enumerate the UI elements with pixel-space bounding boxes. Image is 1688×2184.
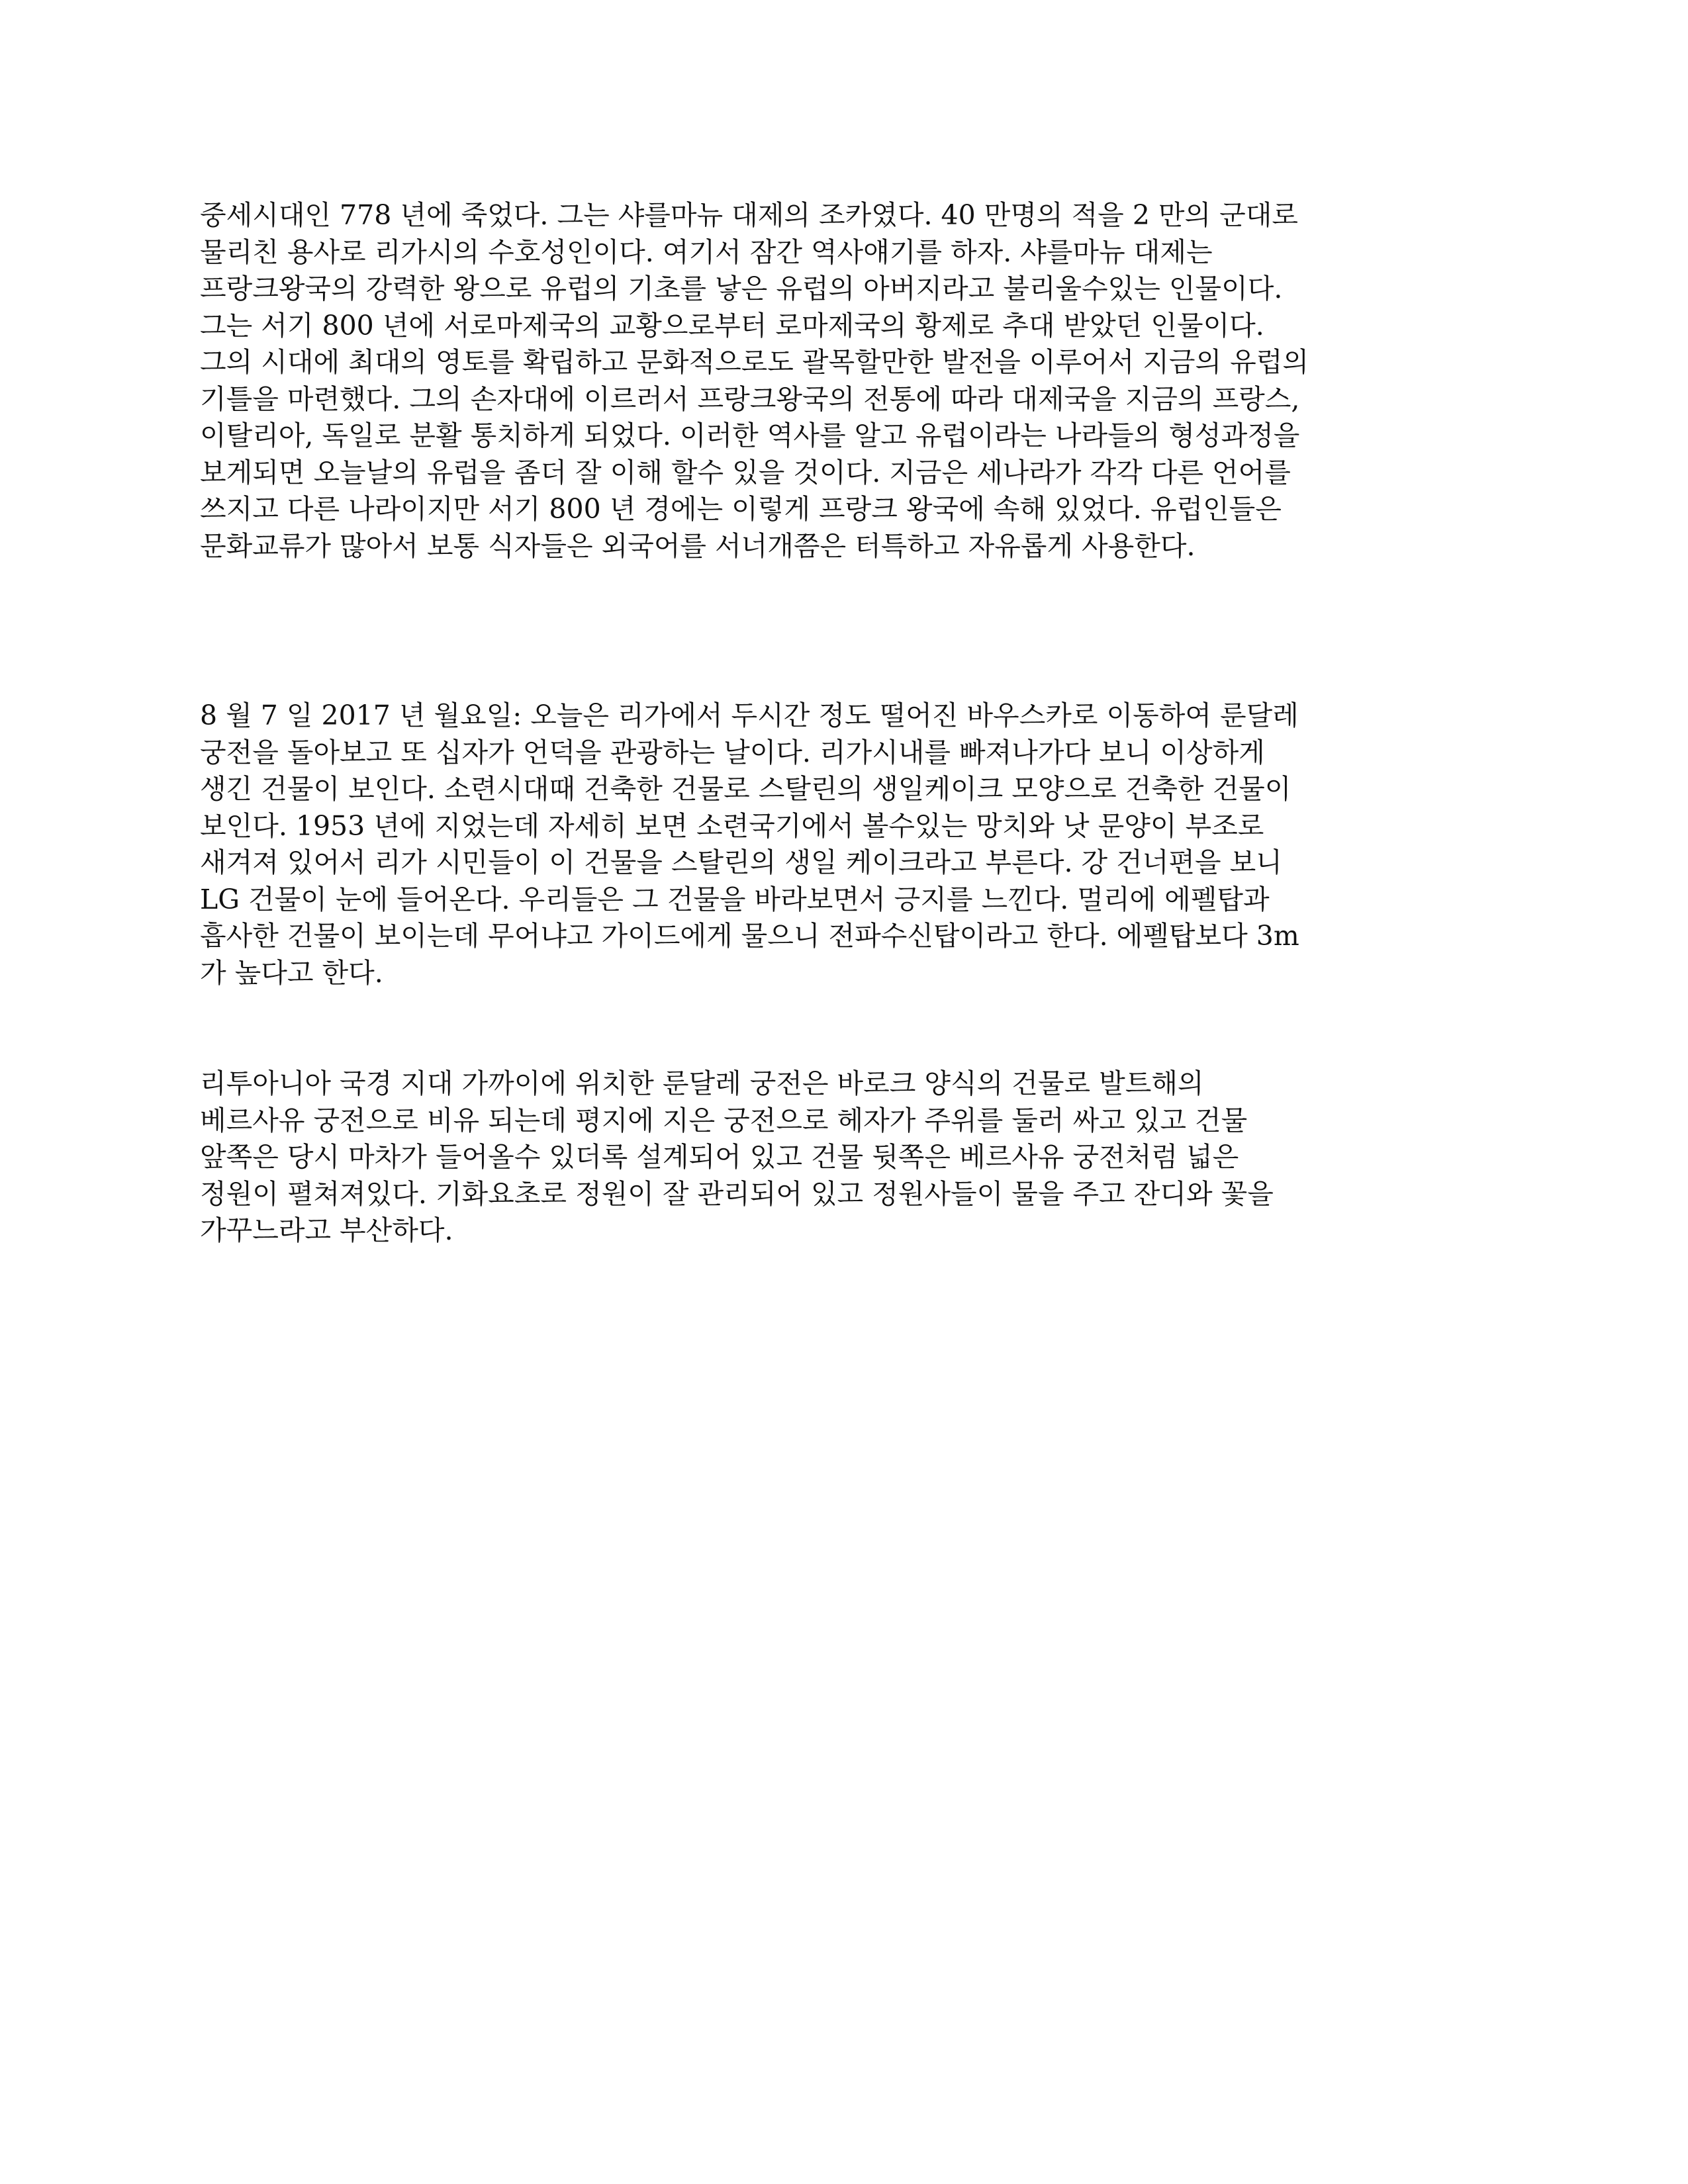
text-line: 정원이 펼쳐져있다. 기화요초로 정원이 잘 관리되어 있고 정원사들이 물을 주고 잔디와 꽃을 (200, 1177, 1274, 1210)
text-line: 8 월 7 일 2017 년 월요일: 오늘은 리가에서 두시간 정도 떨어진 바우스카로 이동하여 룬달레 (200, 700, 1299, 731)
text-line: 그의 시대에 최대의 영토를 확립하고 문화적으로도 괄목할만한 발전을 이루어서 지금의 유럽의 (200, 346, 1309, 378)
text-line: 생긴 건물이 보인다. 소련시대때 건축한 건물로 스탈린의 생일케이크 모양으로 건축한 건물이 (200, 773, 1291, 805)
text-line: 새겨져 있어서 리가 시민들이 이 건물을 스탈린의 생일 케이크라고 부른다. 강 건너편을 보니 (200, 846, 1282, 878)
text-line: 문화교류가 많아서 보통 식자들은 외국어를 서너개쯤은 터특하고 자유롭게 사용한다. (200, 529, 1196, 562)
text-line: LG 건물이 눈에 들어온다. 우리들은 그 건물을 바라보면서 긍지를 느낀다. 멀리에 에펠탑과 (200, 883, 1270, 915)
text-line: 궁전을 돌아보고 또 십자가 언덕을 관광하는 날이다. 리가시내를 빠져나가다 보니 이상하게 (200, 736, 1265, 768)
text-line: 이탈리아, 독일로 분활 통치하게 되었다. 이러한 역사를 알고 유럽이라는 나라들의 형성과정을 (200, 420, 1300, 451)
text-line: 가 높다고 한다. (200, 956, 383, 989)
text-line: 중세시대인 778 년에 죽었다. 그는 샤를마뉴 대제의 조카였다. 40 만명의 적을 2 만의 군대로 (200, 199, 1298, 231)
text-line: 그는 서기 800 년에 서로마제국의 교황으로부터 로마제국의 황제로 추대 받았던 인물이다. (200, 309, 1264, 341)
text-line: 리투아니아 국경 지대 가까이에 위치한 룬달레 궁전은 바로크 양식의 건물로 발트해의 (200, 1068, 1204, 1099)
text-line: 앞쪽은 당시 마차가 들어올수 있더록 설계되어 있고 건물 뒷쪽은 베르사유 궁전처럼 넓은 (200, 1141, 1239, 1173)
text-line: 물리친 용사로 리가시의 수호성인이다. 여기서 잠간 역사얘기를 하자. 샤를마뉴 대제는 (200, 236, 1213, 268)
paragraph-diary-entry (200, 698, 1497, 991)
paragraph-rundale-palace (200, 1066, 1497, 1250)
text-line: 보게되면 오늘날의 유럽을 좀더 잘 이해 할수 있을 것이다. 지금은 세나라가 각각 다른 언어를 (200, 456, 1291, 488)
text-line: 기틀을 마련했다. 그의 손자대에 이르러서 프랑크왕국의 전통에 따라 대제국을 지금의 프랑스, (200, 383, 1300, 415)
text-line: 쓰지고 다른 나라이지만 서기 800 년 경에는 이렇게 프랑크 왕국에 속해 있었다. 유럽인들은 (200, 493, 1282, 525)
text-line: 베르사유 궁전으로 비유 되는데 평지에 지은 궁전으로 헤자가 주위를 둘러 싸고 있고 건물 (200, 1104, 1248, 1136)
text-line: 보인다. 1953 년에 지었는데 자세히 보면 소련국기에서 볼수있는 망치와 낫 문양이 부조로 (200, 809, 1264, 842)
text-line: 흡사한 건물이 보이는데 무어냐고 가이드에게 물으니 전파수신탑이라고 한다. 에펠탑보다 3m (200, 920, 1299, 952)
text-line: 가꾸느라고 부산하다. (200, 1214, 453, 1246)
text-line: 프랑크왕국의 강력한 왕으로 유럽의 기초를 낳은 유럽의 아버지라고 불리울수있는 인물이다. (200, 273, 1283, 304)
paragraph-history (200, 197, 1497, 565)
